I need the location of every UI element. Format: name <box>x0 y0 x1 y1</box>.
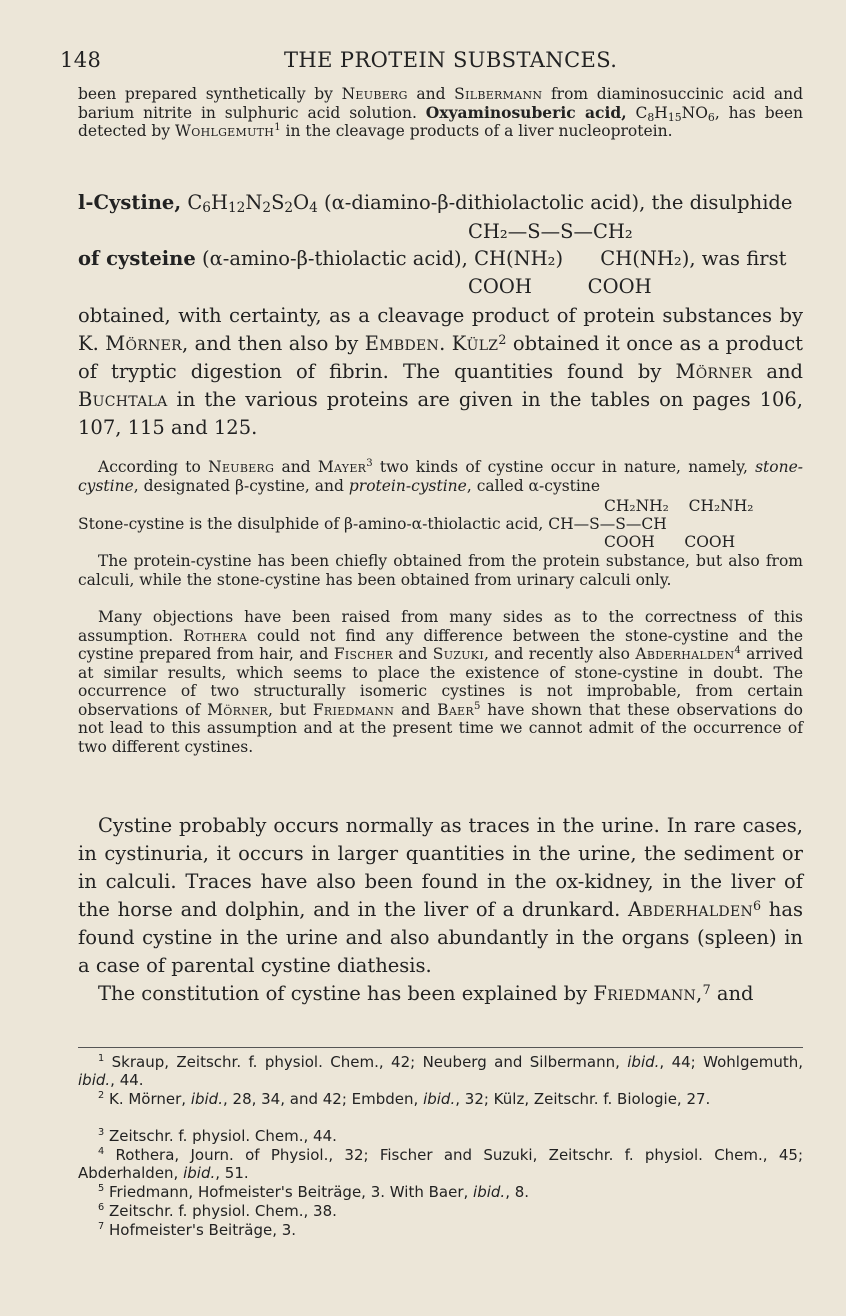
paragraph-cystine-history: obtained, with certainty, as a cleavage product of protein substances by K. Mörner, and then also by Embden. Külz$^2$ obtained it once as a product of tryptic digestion of fibrin. The quantities found by Mörner and Buchtala in the various proteins are given in the tables on pages 106, 107, 115 and 125. <box>78 304 803 439</box>
footnote-3: $^3$ Zeitschr. f. physiol. Chem., 44. <box>98 1127 337 1145</box>
footnote-1: $^1$ Skraup, Zeitschr. f. physiol. Chem., 42; Neuberg and Silbermann, ibid., 44; Wohlgemuth, ibid., 44. <box>78 1053 803 1089</box>
paragraph-synthesis: been prepared synthetically by Neuberg and Silbermann from diaminosuccinic acid and barium nitrite in sulphuric acid solution. Oxyaminosuberic acid, $C_8H_{15}NO_6$, has been detected by Wohlgemuth$^1$ in the cleavage products of a liver nucleoprotein. <box>78 85 803 140</box>
stone-formula-row2: Stone-cystine is the disulphide of β-amino-α-thiolactic acid, CH—S—S—CH <box>78 515 667 533</box>
stone-formula-row3: COOH COOH <box>604 533 736 551</box>
paragraph-cystine-occurrence: Cystine probably occurs normally as traces in the urine. In rare cases, in cystinuria, it occurs in larger quantities in the urine, the sediment or in calculi. Traces have also been found in the ox-kidney, in the liver of the horse and dolphin, and in the liver of a drunkard. Abderhalden$^6$ has found cystine in the urine and also abundantly in the organs (spleen) in a case of parental cystine diathesis. The constitution of cystine has been explained by Friedmann,$^7$ and <box>78 814 804 1005</box>
running-title: THE PROTEIN SUBSTANCES. <box>284 48 618 72</box>
footnote-rule <box>78 1047 803 1048</box>
footnote-7: $^7$ Hofmeister's Beiträge, 3. <box>98 1221 297 1239</box>
paragraph-objections: Many objections have been raised from many sides as to the correctness of this assumption. Rothera could not find any difference between the stone-cystine and the cystine prepared from hair, and Fischer and Suzuki, and recently also Abderhalden$^4$ arrived at similar results, which seems to place the existence of stone-cystine in doubt. The occurrence of two structurally isomeric cystines is not improbable, from certain observations of Mörner, but Friedmann and Baer$^5$ have shown that these observations do not lead to this assumption and at the present time we cannot admit of the occurrence of two different cystines. <box>78 608 804 756</box>
cystine-formula-row1: CH₂—S—S—CH₂ <box>468 220 633 243</box>
cystine-formula-row2: of cysteine (α-amino-β-thiolactic acid), CH(NH₂) CH(NH₂), was first <box>78 247 787 270</box>
footnote-4: $^4$ Rothera, Journ. of Physiol., 32; Fischer and Suzuki, Zeitschr. f. physiol. Chem., 45; Abderhalden, ibid., 51. <box>78 1146 803 1182</box>
stone-formula-row1: CH₂NH₂ CH₂NH₂ <box>604 497 754 515</box>
cystine-heading: l-Cystine, $C_6H_{12}N_2S_2O_4$ (α-diamino-β-dithiolactolic acid), the disulphide <box>78 191 793 216</box>
footnote-5: $^5$ Friedmann, Hofmeister's Beiträge, 3. With Baer, ibid., 8. <box>98 1183 530 1201</box>
paragraph-two-cystines: According to Neuberg and Mayer$^3$ two kinds of cystine occur in nature, namely, stone-cystine, designated β-cystine, and protein-cystine, called α-cystine <box>78 458 804 495</box>
paragraph-protein-cystine: The protein-cystine has been chiefly obtained from the protein substance, but also from calculi, while the stone-cystine has been obtained from urinary calculi only. <box>78 552 803 589</box>
footnote-2: $^2$ K. Mörner, ibid., 28, 34, and 42; Embden, ibid., 32; Külz, Zeitschr. f. Biologie, 27. <box>98 1090 711 1108</box>
footnote-6: $^6$ Zeitschr. f. physiol. Chem., 38. <box>98 1202 337 1220</box>
page-number: 148 <box>60 48 102 72</box>
cystine-formula-row3: COOH COOH <box>468 275 652 298</box>
page-header <box>60 48 800 78</box>
